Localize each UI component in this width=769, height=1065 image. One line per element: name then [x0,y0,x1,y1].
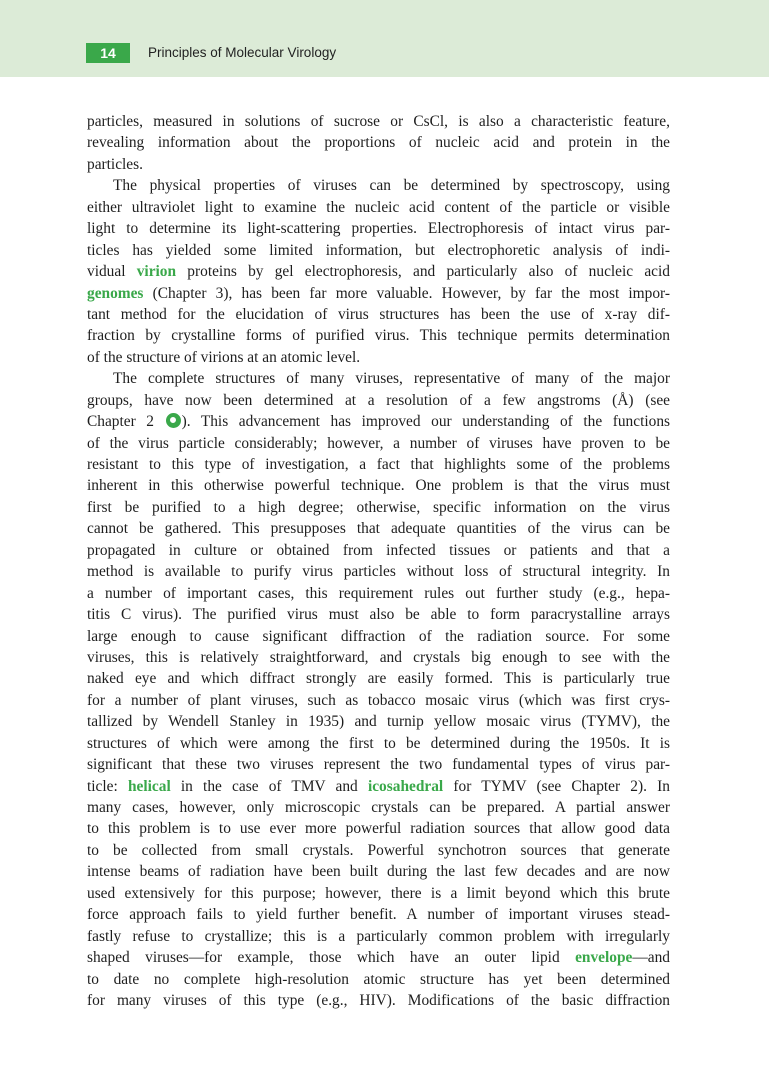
text-fragment: ). This advancement has improved our understanding of the functions [181,413,671,431]
text-line: fraction by crystalline forms of purified virus. This technique permits determination [87,327,670,345]
text-fragment: ticle: [87,777,118,795]
web-reference-icon[interactable] [166,413,181,428]
body-text [87,111,670,1011]
text-line: intense beams of radiation have been built during the last few decades and are now [87,863,670,881]
text-line [87,411,670,432]
text-line: to date no complete high-resolution atomic structure has yet been determined [87,970,670,988]
glossary-term-icosahedral[interactable]: icosahedral [367,777,444,795]
text-line: first be purified to a high degree; otherwise, specific information on the virus [87,498,670,516]
text-line: resistant to this type of investigation, a fact that highlights some of the problems [87,456,670,473]
text-line: of the virus particle considerably; however, a number of viruses have proven to be [87,434,670,452]
text-line: used extensively for this purpose; however, there is a limit beyond which this brute [87,884,670,902]
text-line: light to determine its light-scattering properties. Electrophoresis of intact virus par- [87,220,670,238]
page-header [0,0,769,77]
text-line: method is available to purify virus particles without loss of structural integrity. In [87,563,670,581]
text-line: groups, have now been determined at a resolution of a few angstroms (Å) (see [87,391,670,409]
text-fragment: —and [632,949,670,967]
text-line: inherent in this otherwise powerful technique. One problem is that the virus must [87,477,670,495]
text-line: significant that these two viruses represent the two fundamental types of virus par- [87,756,670,774]
text-line: ticles has yielded some limited information, but electrophoretic analysis of indi- [87,241,670,259]
text-line [87,776,670,797]
text-line: cannot be gathered. This presupposes that adequate quantities of the virus can be [87,520,670,538]
text-line: for many viruses of this type (e.g., HIV). Modifications of the basic diffraction [87,991,670,1009]
text-line [87,261,670,282]
text-line: particles, measured in solutions of sucrose or CsCl, is also a characteristic feature, [87,113,670,130]
text-line: The complete structures of many viruses, representative of many of the major [113,370,670,388]
glossary-term-virion[interactable]: virion [136,263,177,281]
text-line: force approach fails to yield further benefit. A number of important viruses stead- [87,906,670,924]
text-line: particles. [87,155,143,173]
text-fragment: shaped viruses—for example, those which have an outer lipid [87,949,560,967]
text-line: many cases, however, only microscopic crystals can be prepared. A partial answer [87,799,670,816]
text-line: naked eye and which diffract strongly are easily formed. This is particularly true [87,670,670,688]
text-line: The physical properties of viruses can be determined by spectroscopy, using [113,177,670,195]
text-fragment: (Chapter 3), has been far more valuable. However, by far the most impor- [152,284,670,302]
text-line: a number of important cases, this requirement rules out further study (e.g., hepa- [87,584,670,602]
text-line: tallized by Wendell Stanley in 1935) and turnip yellow mosaic virus (TYMV), the [87,713,670,731]
text-line: for a number of plant viruses, such as tobacco mosaic virus (which was first crys- [87,691,670,709]
text-fragment: for TYMV (see Chapter 2). In [453,777,670,795]
glossary-term-envelope[interactable]: envelope [575,949,633,967]
text-fragment: proteins by gel electrophoresis, and particularly also of nucleic acid [187,263,670,281]
text-line [87,947,670,968]
text-line: of the structure of virions at an atomic level. [87,348,361,366]
text-fragment: vidual [87,263,126,281]
text-fragment: Chapter 2 [87,413,154,431]
text-fragment: in the case of TMV and [180,777,358,795]
running-title: Principles of Molecular Virology [148,45,337,60]
page-number: 14 [86,43,130,63]
text-line: propagated in culture or obtained from infected tissues or patients and that a [87,541,670,559]
text-line [87,283,670,304]
text-line: viruses, this is relatively straightforward, and crystals big enough to see with the [87,648,670,666]
text-line: tant method for the elucidation of virus structures has been the use of x-ray dif- [87,305,670,323]
text-line: to be collected from small crystals. Powerful synchotron sources that generate [87,841,670,859]
text-line: large enough to cause significant diffraction of the radiation source. For some [87,627,670,645]
glossary-term-genomes[interactable]: genomes [87,284,144,302]
text-line: either ultraviolet light to examine the nucleic acid content of the particle or visible [87,198,670,216]
text-line: to this problem is to use ever more powerful radiation sources that allow good data [87,820,670,838]
glossary-term-helical[interactable]: helical [127,777,171,795]
text-line: revealing information about the proportions of nucleic acid and protein in the [87,134,670,152]
text-line: fastly refuse to crystallize; this is a particularly common problem with irregularly [87,927,670,945]
text-line: titis C virus). The purified virus must also be able to form paracrystalline arrays [87,606,670,624]
text-line: structures of which were among the first to be determined during the 1950s. It is [87,734,670,752]
